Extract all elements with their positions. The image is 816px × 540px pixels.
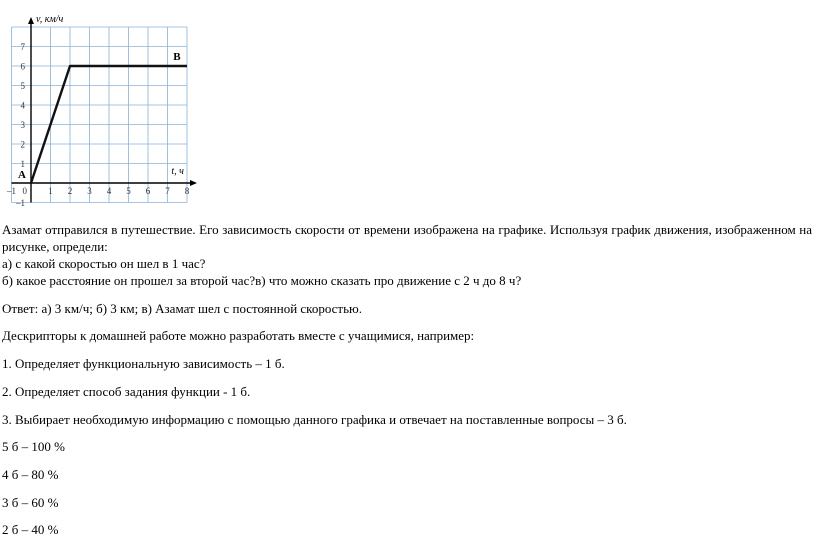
chart-axes xyxy=(12,17,198,203)
y-tick-label: 3 xyxy=(20,120,25,130)
descriptor-item: 1. Определяет функциональную зависимость – 1 б. xyxy=(2,356,285,371)
point-b-label: B xyxy=(173,51,181,63)
descriptor-item: 2. Определяет способ задания функции - 1 б. xyxy=(2,384,251,399)
x-tick-label: 7 xyxy=(165,186,170,196)
x-tick-label: 1 xyxy=(48,186,53,196)
x-tick-label: 6 xyxy=(145,186,151,196)
x-tick-label: 2 xyxy=(67,186,73,196)
descriptor-item: 3. Выбирает необходимую информацию с помощью данного графика и отвечает на поставленные вопросы – 3 б. xyxy=(2,412,627,427)
problem-intro: Азамат отправился в путешествие. Его зависимость скорости от времени изображена на графике. Используя график движения, изображенном на рисунке, определи: xyxy=(2,222,812,254)
grade-item: 4 б – 80 % xyxy=(2,467,59,482)
y-tick-label: 7 xyxy=(20,42,25,52)
x-tick-label: 4 xyxy=(106,186,112,196)
grade-item: 5 б – 100 % xyxy=(2,439,65,454)
chart-grid xyxy=(12,27,188,203)
velocity-time-chart xyxy=(0,0,210,210)
y-tick-label: 2 xyxy=(20,139,25,150)
y-tick-label: –1 xyxy=(16,198,25,208)
y-axis-label: v, км/ч xyxy=(36,14,64,25)
y-tick-label: 4 xyxy=(20,100,25,111)
y-axis-arrow xyxy=(28,17,34,24)
point-a-label: A xyxy=(18,169,26,181)
descriptors-intro: Дескрипторы к домашней работе можно разработать вместе с учащимися, например: xyxy=(2,328,475,343)
question-a: а) с какой скоростью он шел в 1 час? xyxy=(2,256,206,271)
y-tick-label: 6 xyxy=(20,61,25,72)
grade-item: 3 б – 60 % xyxy=(2,495,59,510)
origin-label: 0 xyxy=(22,186,27,196)
grade-item: 2 б – 40 % xyxy=(2,522,59,537)
x-tick-label: 8 xyxy=(184,186,190,196)
x-tick-label: 3 xyxy=(87,186,92,196)
x-tick-label: 5 xyxy=(126,186,131,196)
y-tick-label: 1 xyxy=(20,159,25,169)
answer-line: Ответ: а) 3 км/ч; б) 3 км; в) Азамат шел с постоянной скоростью. xyxy=(2,301,363,316)
question-b-c: б) какое расстояние он прошел за второй час?в) что можно сказать про движение с 2 ч до 8 ч? xyxy=(2,273,522,288)
x-axis-arrow xyxy=(190,180,197,186)
x-tick-label: –1 xyxy=(7,186,16,196)
x-axis-label: t, ч xyxy=(171,166,184,177)
y-tick-label: 5 xyxy=(20,81,25,91)
